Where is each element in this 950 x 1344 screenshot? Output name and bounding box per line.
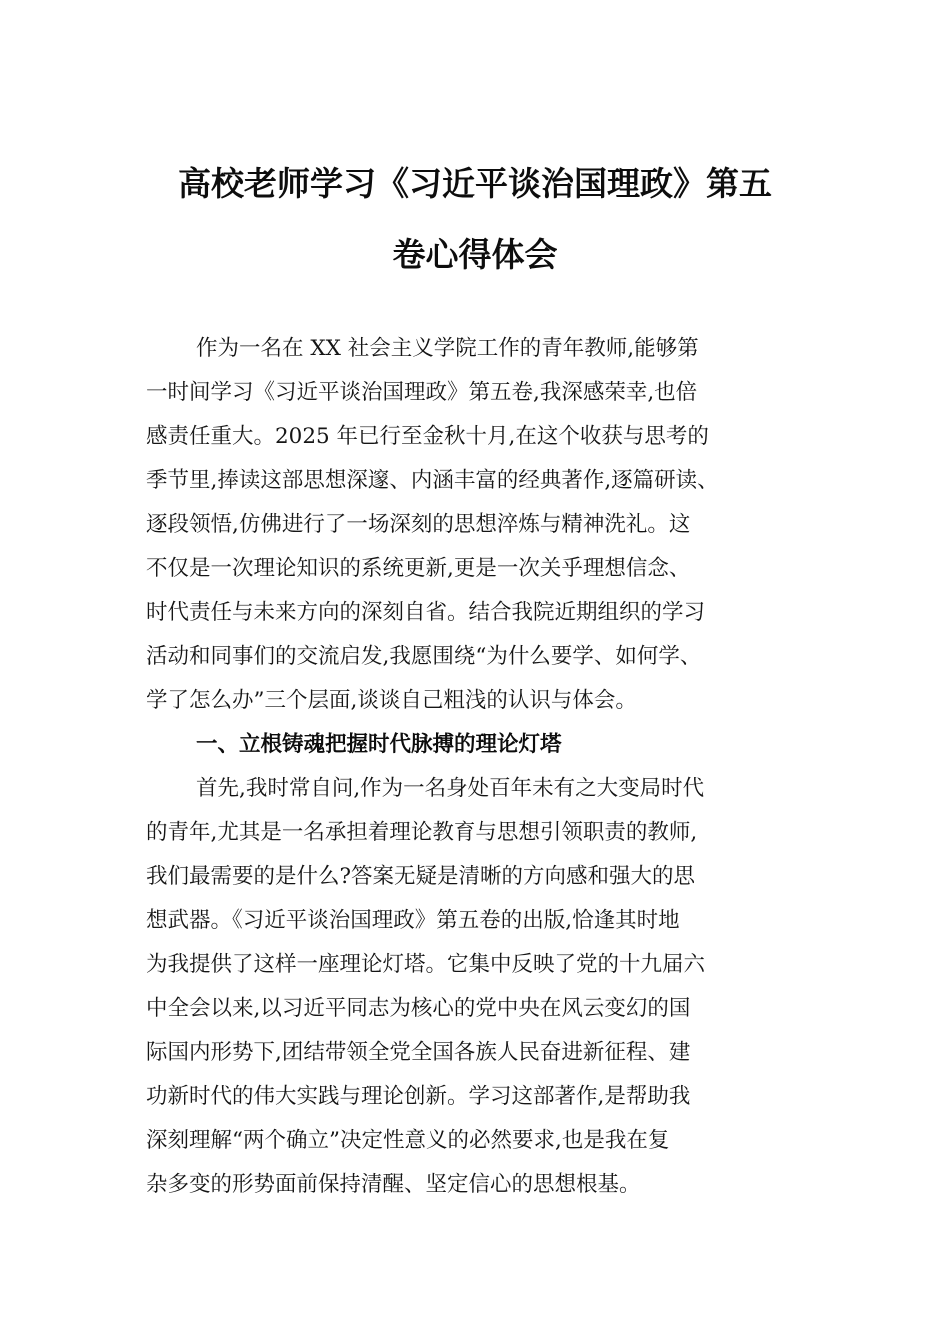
paragraph-line: 中全会以来,以习近平同志为核心的党中央在风云变幻的国	[146, 996, 691, 1021]
paragraph-line: 际国内形势下,团结带领全党全国各族人民奋进新征程、建	[146, 1040, 691, 1065]
paragraph-line: 一时间学习《习近平谈治国理政》第五卷,我深感荣幸,也倍	[146, 380, 698, 405]
paragraph-line: 作为一名在 XX 社会主义学院工作的青年教师,能够第	[196, 336, 699, 361]
paragraph-line: 活动和同事们的交流启发,我愿围绕“为什么要学、如何学、	[146, 644, 702, 669]
paragraph-line: 的青年,尤其是一名承担着理论教育与思想引领职责的教师,	[146, 820, 698, 845]
section-heading-1: 一、立根铸魂把握时代脉搏的理论灯塔	[196, 732, 562, 757]
paragraph-line: 学了怎么办”三个层面,谈谈自己粗浅的认识与体会。	[146, 688, 637, 713]
paragraph-line: 想武器。《习近平谈治国理政》第五卷的出版,恰逢其时地	[146, 908, 680, 933]
paragraph-line: 不仅是一次理论知识的系统更新,更是一次关乎理想信念、	[146, 556, 691, 581]
document-title-line-1: 高校老师学习《习近平谈治国理政》第五	[178, 164, 772, 203]
paragraph-line: 时代责任与未来方向的深刻自省。结合我院近期组织的学习	[146, 600, 706, 625]
paragraph-line: 深刻理解“两个确立”决定性意义的必然要求,也是我在复	[146, 1128, 670, 1153]
paragraph-line: 为我提供了这样一座理论灯塔。它集中反映了党的十九届六	[146, 952, 706, 977]
paragraph-line: 我们最需要的是什么?答案无疑是清晰的方向感和强大的思	[146, 864, 696, 889]
paragraph-line: 逐段领悟,仿佛进行了一场深刻的思想淬炼与精神洗礼。这	[146, 512, 691, 537]
paragraph-line: 功新时代的伟大实践与理论创新。学习这部著作,是帮助我	[146, 1084, 691, 1109]
paragraph-line: 季节里,捧读这部思想深邃、内涵丰富的经典著作,逐篇研读、	[146, 468, 719, 493]
paragraph-line: 杂多变的形势面前保持清醒、坚定信心的思想根基。	[146, 1172, 641, 1197]
paragraph-line: 感责任重大。2025 年已行至金秋十月,在这个收获与思考的	[146, 424, 709, 449]
document-title-line-2: 卷心得体会	[392, 235, 558, 274]
paragraph-line: 首先,我时常自问,作为一名身处百年未有之大变局时代	[196, 776, 705, 801]
